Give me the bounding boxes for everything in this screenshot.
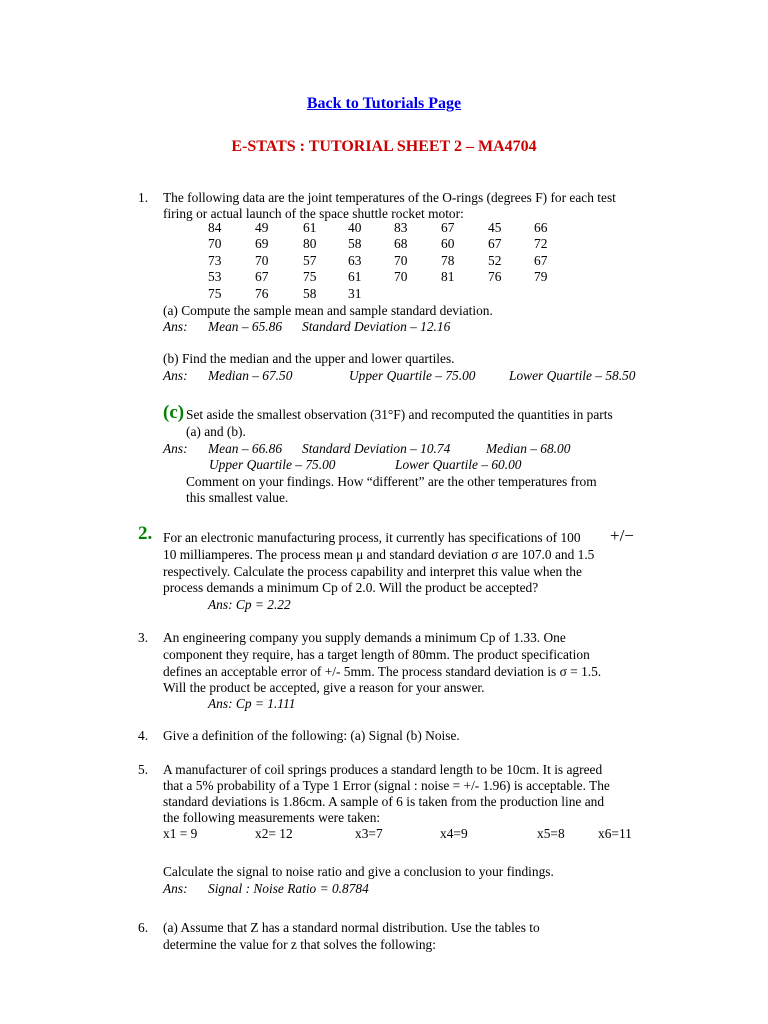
q1b-median: Median – 67.50 [208, 368, 293, 383]
q1-data-cell: 75 [208, 285, 222, 301]
q5-measurement-3: x3=7 [355, 826, 383, 841]
q1-data-cell: 58 [303, 285, 317, 301]
q3-number: 3. [138, 630, 149, 645]
q5-line3: standard deviations is 1.86cm. A sample of 6 is taken from the production line and [163, 794, 605, 809]
q1-data-cell: 52 [488, 252, 502, 268]
q6-line2: determine the value for z that solves the following: [163, 937, 436, 952]
q1-data-cell: 68 [394, 236, 408, 252]
q1-data-cell: 80 [303, 236, 317, 252]
q1-data-cell: 40 [348, 220, 362, 235]
q1-data-cell: 79 [534, 269, 548, 285]
q5-ans-label: Ans: [163, 881, 188, 896]
q3-line2: component they require, has a target length of 80mm. The product specification [163, 647, 590, 662]
q1b-upper: Upper Quartile – 75.00 [349, 368, 476, 383]
q2-line2: 10 milliamperes. The process mean μ and standard deviation σ are 107.0 and 1.5 [163, 547, 595, 562]
q1-line2: firing or actual launch of the space shuttle rocket motor: [163, 206, 464, 221]
q6-line1: (a) Assume that Z has a standard normal distribution. Use the tables to [163, 920, 540, 935]
q1-data-cell: 78 [441, 252, 455, 268]
q1a-sd: Standard Deviation – 12.16 [302, 319, 451, 334]
q1c-label: (c) [163, 402, 185, 423]
q5-line4: the following measurements were taken: [163, 810, 381, 825]
q1-data-cell: 76 [255, 285, 269, 301]
q1c-mean: Mean – 66.86 [208, 441, 283, 456]
q1-data-cell: 60 [441, 236, 455, 252]
q1b-lower: Lower Quartile – 58.50 [509, 368, 636, 383]
q5-measurement-2: x2= 12 [255, 826, 293, 841]
q1c-comment1: Comment on your findings. How “different” are the other temperatures from [186, 474, 597, 489]
q5-calc: Calculate the signal to noise ratio and give a conclusion to your findings. [163, 864, 554, 879]
q1-data-cell: 58 [348, 236, 362, 252]
q2-line4: process demands a minimum Cp of 2.0. Will the product be accepted? [163, 580, 539, 595]
q2-line1: For an electronic manufacturing process, it currently has specifications of 100 [163, 530, 581, 545]
q1c-sd: Standard Deviation – 10.74 [302, 441, 451, 456]
q6-number: 6. [138, 920, 149, 935]
q1-line1: The following data are the joint temperatures of the O-rings (degrees F) for each test [163, 190, 616, 205]
q1-data-cell: 45 [488, 220, 502, 235]
q5-answer: Signal : Noise Ratio = 0.8784 [208, 881, 369, 896]
q1-data-cell: 70 [394, 252, 408, 268]
q1-data-cell: 31 [348, 285, 362, 301]
q1-data-cell: 61 [348, 269, 362, 285]
q5-measurement-4: x4=9 [440, 826, 468, 841]
q2-plus-minus: +/− [610, 526, 634, 545]
q1-data-cell: 70 [208, 236, 222, 252]
q2-line3: respectively. Calculate the process capability and interpret this value when the [163, 564, 582, 579]
q1a-mean: Mean – 65.86 [208, 319, 283, 334]
q1-data-cell: 70 [394, 269, 408, 285]
q1-data-cell: 61 [303, 220, 317, 235]
q1-data-cell: 63 [348, 252, 362, 268]
q1-data-cell: 66 [534, 220, 548, 235]
q3-line3: defines an acceptable error of +/- 5mm. The process standard deviation is σ = 1.5. [163, 664, 602, 679]
q3-answer: Ans: Cp = 1.111 [208, 696, 296, 711]
q1-data-cell: 53 [208, 269, 222, 285]
q1c-lower: Lower Quartile – 60.00 [395, 457, 522, 472]
q1-data-cell: 57 [303, 252, 317, 268]
q5-measurement-6: x6=11 [598, 826, 632, 841]
q1-data-cell: 84 [208, 220, 222, 235]
q1c-line1: Set aside the smallest observation (31°F) and recomputed the quantities in parts [186, 407, 613, 422]
q1c-upper: Upper Quartile – 75.00 [209, 457, 336, 472]
q1b-ans-label: Ans: [163, 368, 188, 383]
q1c-line2: (a) and (b). [186, 424, 246, 439]
q1c-median: Median – 68.00 [486, 441, 571, 456]
back-to-tutorials-link[interactable]: Back to Tutorials Page [306, 95, 462, 112]
q1-data-cell: 83 [394, 220, 408, 235]
q5-number: 5. [138, 762, 149, 777]
q4-number: 4. [138, 728, 149, 743]
q1b-question: (b) Find the median and the upper and lower quartiles. [163, 351, 455, 366]
q1-data-cell: 67 [488, 236, 502, 252]
q1a-ans-label: Ans: [163, 319, 188, 334]
q5-measurement-5: x5=8 [537, 826, 565, 841]
q2-number: 2. [138, 523, 153, 544]
q1c-ans-label: Ans: [163, 441, 188, 456]
q2-answer: Ans: Cp = 2.22 [208, 597, 291, 612]
q1-data-cell: 67 [534, 252, 548, 268]
q1-number: 1. [138, 190, 149, 205]
q1-data-cell: 72 [534, 236, 548, 252]
q1-data-cell: 76 [488, 269, 502, 285]
q1-data-cell: 70 [255, 252, 269, 268]
q1-data-cell: 75 [303, 269, 317, 285]
q3-line1: An engineering company you supply demands a minimum Cp of 1.33. One [163, 630, 566, 645]
q5-line1: A manufacturer of coil springs produces a standard length to be 10cm. It is agreed [163, 762, 603, 777]
page-title: E-STATS : TUTORIAL SHEET 2 – MA4704 [231, 138, 537, 155]
q1-data-cell: 81 [441, 269, 455, 285]
q1-data-cell: 67 [255, 269, 269, 285]
q5-measurement-1: x1 = 9 [163, 826, 198, 841]
q1-data-cell: 73 [208, 252, 222, 268]
q4-text: Give a definition of the following: (a) Signal (b) Noise. [163, 728, 460, 743]
q1-data-cell: 67 [441, 220, 455, 235]
q1a-question: (a) Compute the sample mean and sample standard deviation. [163, 303, 493, 318]
q1-data-cell: 49 [255, 220, 269, 235]
q3-line4: Will the product be accepted, give a reason for your answer. [163, 680, 485, 695]
q1-data-cell: 69 [255, 236, 269, 252]
q5-line2: that a 5% probability of a Type 1 Error (signal : noise = +/- 1.96) is acceptable. The [163, 778, 610, 793]
q1c-comment2: this smallest value. [186, 490, 289, 505]
